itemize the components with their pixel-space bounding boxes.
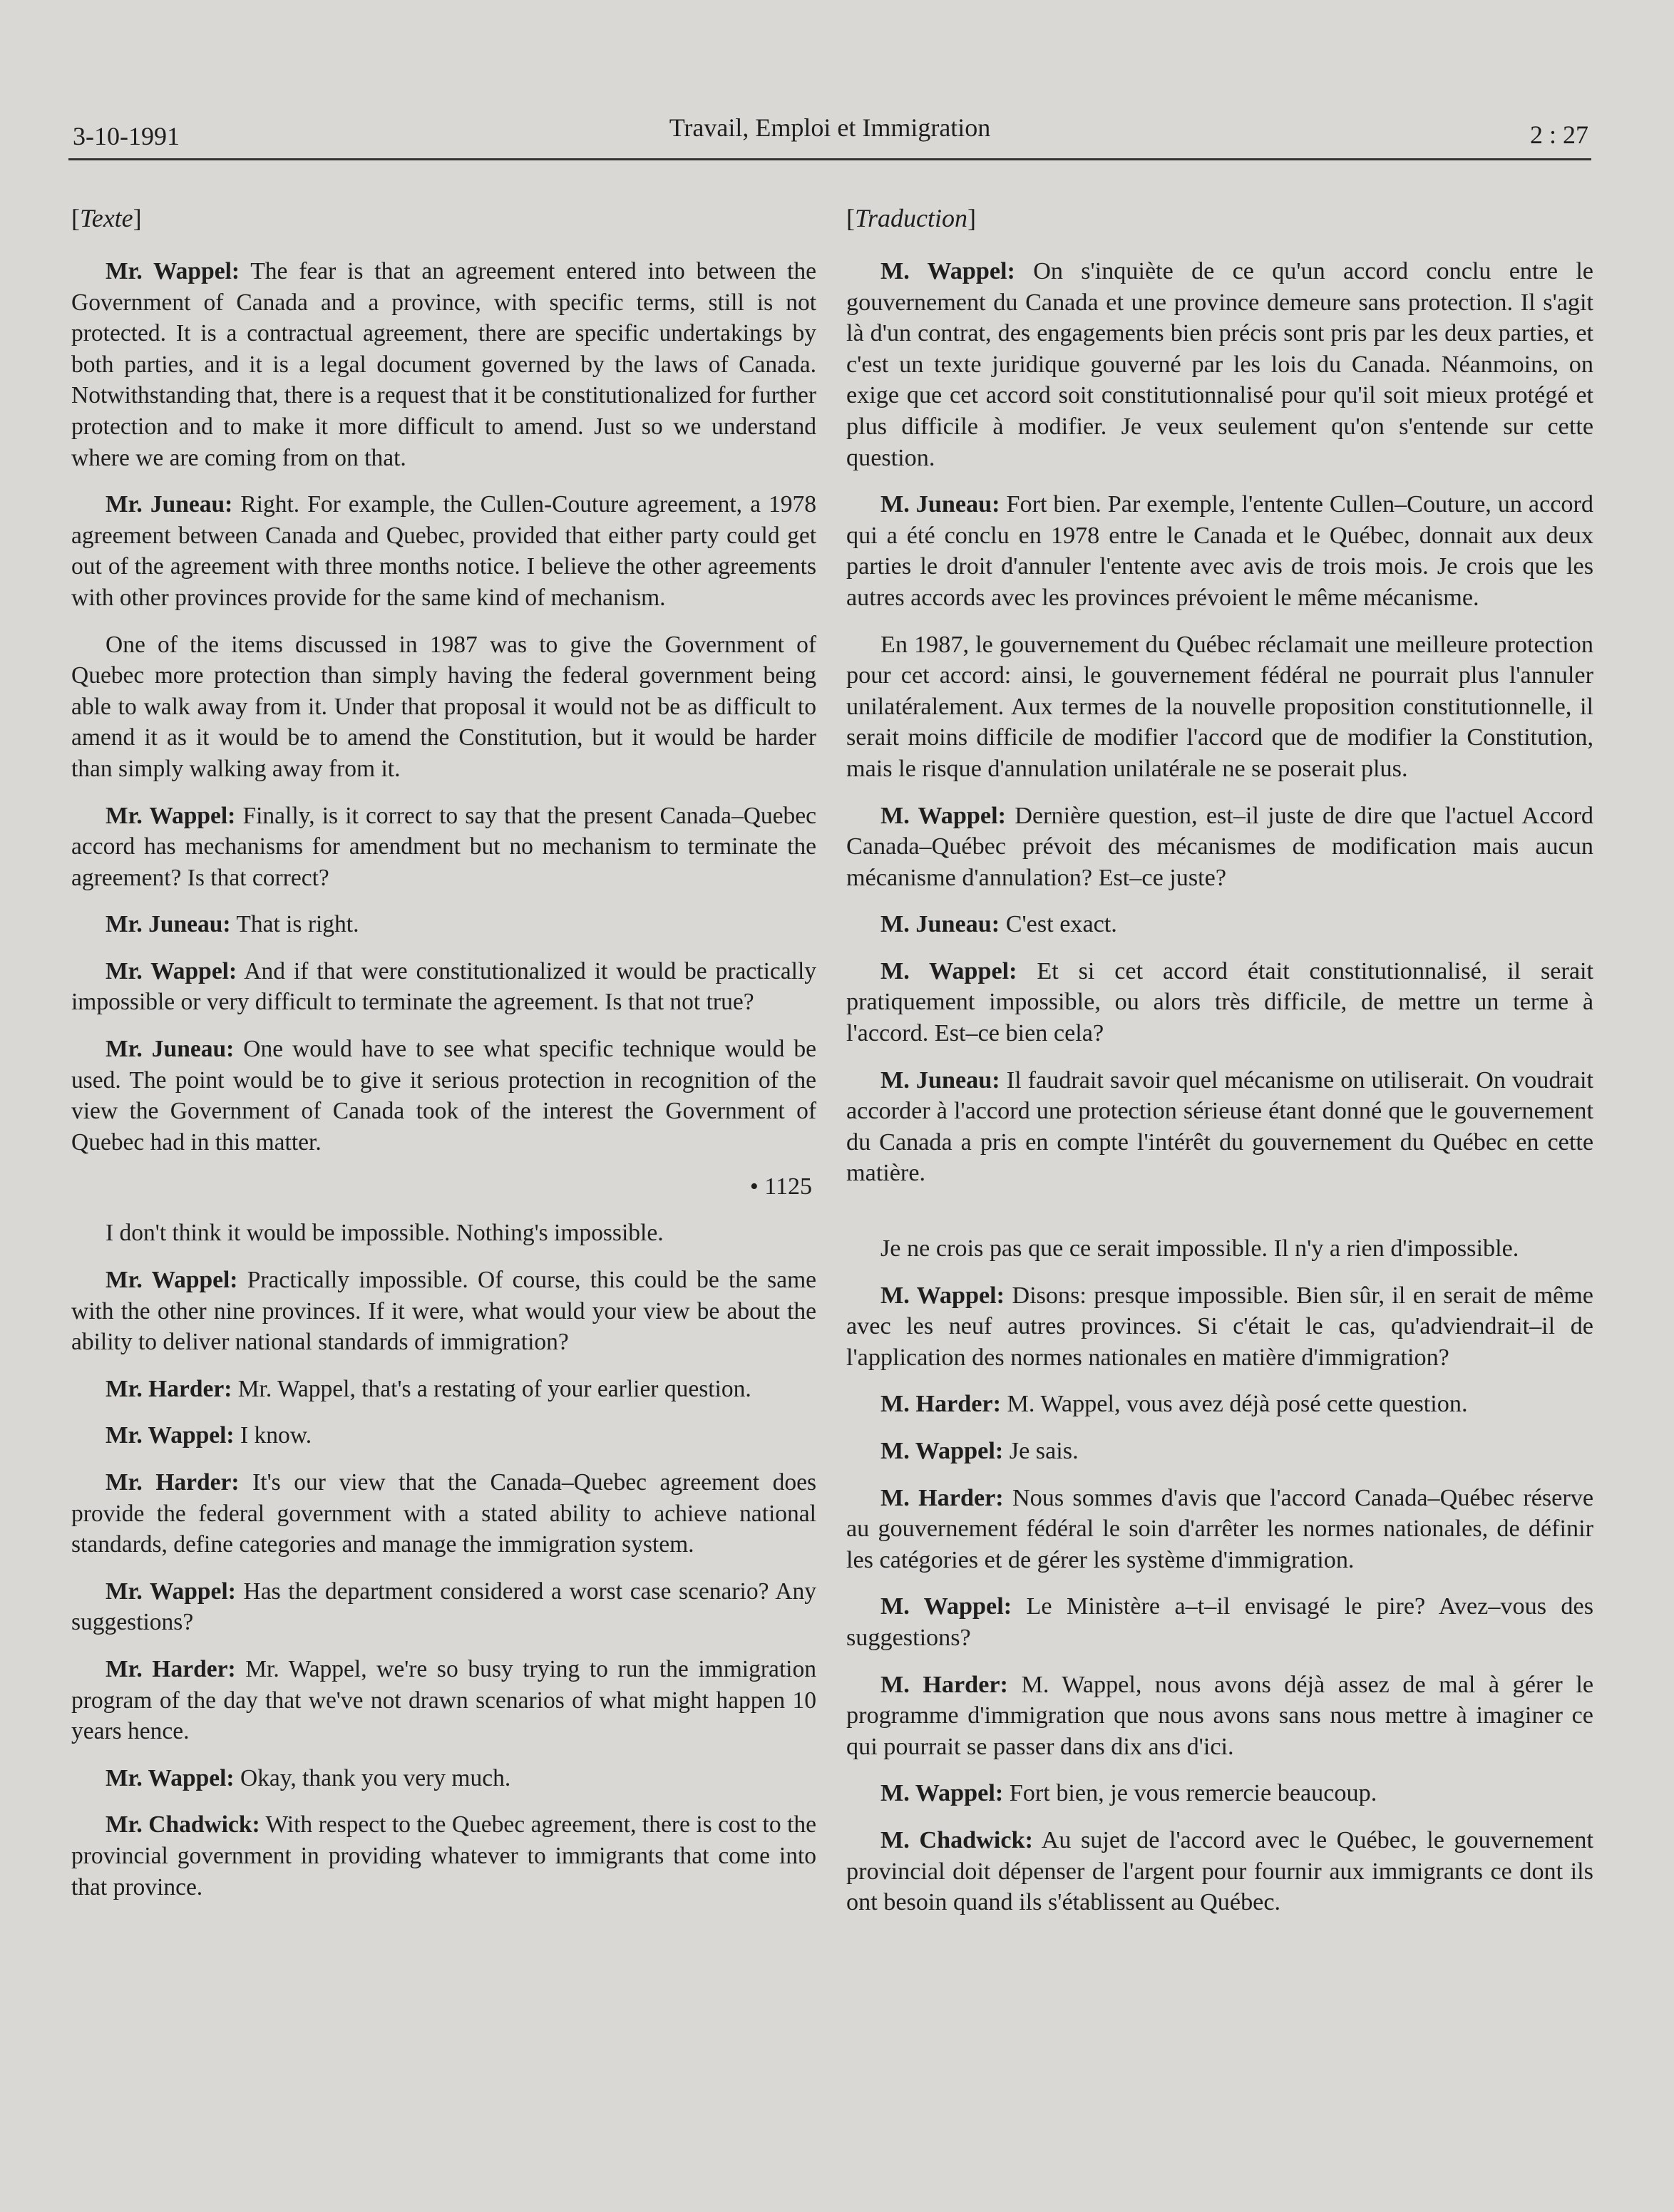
transcript-paragraph [71, 1420, 816, 1451]
transcript-paragraph [846, 256, 1593, 473]
transcript-paragraph [846, 1436, 1593, 1467]
paragraph-text: Mr. Wappel, we're so busy trying to run the immigration program of the day that we've not drawn scenarios of what might happen 10 years hence. [71, 1655, 816, 1745]
english-paragraphs [71, 256, 816, 1158]
transcript-paragraph [71, 1809, 816, 1903]
paragraph-text: Et si cet accord était constitutionnalisé, il serait pratiquement impossible, ou alors très difficile, de mettre un terme à l'accord. Est–ce bien cela? [846, 957, 1593, 1047]
paragraph-text: With respect to the Quebec agreement, there is cost to the provincial government in providing whatever to immigrants that come into that province. [71, 1811, 816, 1900]
english-column [71, 203, 816, 1918]
paragraph-text: Au sujet de l'accord avec le Québec, le gouvernement provincial doit dépenser de l'argent pour fournir aux immigrants ce dont ils ont besoin quand ils s'établissent au Québec. [846, 1826, 1593, 1916]
transcript-paragraph [71, 629, 816, 785]
transcript-paragraph [71, 1654, 816, 1747]
speaker-name: Mr. Juneau: [106, 1036, 235, 1063]
speaker-name: M. Wappel: [880, 258, 1015, 284]
transcript-paragraph [846, 1670, 1593, 1763]
paragraph-text: Fort bien. Par exemple, l'entente Cullen–Couture, un accord qui a été conclu en 1978 entre le Canada et le Québec, donnait aux deux parties le droit d'annuler l'entente avec avis de trois mois. Je crois que les autres accords avec les provinces prévoient le même mécanisme. [846, 491, 1593, 611]
english-label: [Texte] [71, 204, 142, 232]
speaker-name: M. Wappel: [880, 802, 1006, 829]
french-label: [Traduction] [846, 204, 977, 232]
speaker-name: M. Harder: [880, 1484, 1004, 1511]
transcript-paragraph [846, 1280, 1593, 1374]
transcript-paragraph [846, 629, 1593, 785]
speaker-name: Mr. Harder: [106, 1469, 240, 1496]
header-title: Travail, Emploi et Immigration [669, 113, 991, 142]
speaker-name: M. Juneau: [880, 491, 1000, 518]
french-column [846, 203, 1593, 1934]
transcript-paragraph [846, 1483, 1593, 1576]
paragraph-text: M. Wappel, nous avons déjà assez de mal à gérer le programme d'immigration que nous avons sans nous mettre à imaginer ce qui pourrait se passer dans dix ans d'ici. [846, 1671, 1593, 1760]
english-paragraphs-after [71, 1218, 816, 1903]
paragraph-text: Disons: presque impossible. Bien sûr, il en serait de même avec les neuf autres provinces. Si c'était le cas, qu'adviendrait–il de l'application des normes nationales en matière d'immigration? [846, 1282, 1593, 1371]
paragraph-text: Le Ministère a–t–il envisagé le pire? Avez–vous des suggestions? [846, 1593, 1593, 1651]
transcript-paragraph [71, 909, 816, 940]
speaker-name: Mr. Juneau: [106, 491, 233, 518]
paragraph-text: One of the items discussed in 1987 was to give the Government of Quebec more protection than simply having the federal government being able to walk away from it. Under that proposal it would not be as difficult to amend it as it would be to amend the Constitution, but it would be harder than simply walking away from it. [71, 631, 816, 782]
speaker-name: M. Harder: [880, 1671, 1008, 1698]
speaker-name: Mr. Harder: [106, 1375, 232, 1402]
running-header [68, 107, 1591, 160]
transcript-paragraph [846, 801, 1593, 894]
paragraph-text: Je sais. [1003, 1438, 1079, 1464]
speaker-name: M. Juneau: [880, 1066, 1000, 1094]
speaker-name: Mr. Wappel: [106, 1764, 235, 1791]
speaker-name: M. Wappel: [880, 1282, 1005, 1309]
header-page-number: 2 : 27 [1529, 120, 1588, 149]
speaker-name: Mr. Wappel: [106, 1578, 236, 1605]
transcript-paragraph [71, 489, 816, 613]
transcript-paragraph [71, 256, 816, 473]
paragraph-text: I know. [234, 1422, 312, 1449]
transcript-paragraph [846, 1389, 1593, 1420]
paragraph-text: Il faudrait savoir quel mécanisme on utiliserait. On voudrait accorder à l'accord une protection sérieuse étant donné que le gouvernement du Canada a pris en compte l'intérêt du gouvernement du Québec en cette matière. [846, 1066, 1593, 1187]
speaker-name: Mr. Harder: [106, 1655, 236, 1682]
speaker-name: M. Chadwick: [880, 1826, 1033, 1853]
paragraph-text: On s'inquiète de ce qu'un accord conclu entre le gouvernement du Canada et une province demeure sans protection. Il s'agit là d'un contrat, des engagements bien précis sont pris par les deux parties, et c'est un texte juridique gouverné par les lois du Canada. Néanmoins, on exige que cet accord soit constitutionnalisé pour qu'il soit mieux protégé et plus difficile à modifier. Je veux seulement qu'on s'entende sur cette question. [846, 258, 1593, 471]
paragraph-text: It's our view that the Canada–Quebec agreement does provide the federal government with a stated ability to achieve national standards, define categories and manage the immigration system. [71, 1469, 816, 1558]
speaker-name: M. Harder: [880, 1391, 1001, 1418]
paragraph-text: Okay, thank you very much. [234, 1764, 511, 1791]
column-gap [846, 1205, 1593, 1233]
paragraph-text: C'est exact. [1000, 911, 1117, 938]
paragraph-text: Je ne crois pas que ce serait impossible. Il n'y a rien d'impossible. [880, 1235, 1519, 1262]
speaker-name: Mr. Wappel: [106, 1267, 238, 1294]
speaker-name: M. Wappel: [880, 957, 1017, 984]
paragraph-text: En 1987, le gouvernement du Québec réclamait une meilleure protection pour cet accord: ainsi, le gouvernement fédéral ne pourrait plus l'annuler unilatéralement. Aux termes de la nouvelle proposition constitutionnelle, il serait moins difficile de modifier l'accord que de modifier la Constitution, mais le risque d'annulation unilatérale ne se poserait plus. [846, 631, 1593, 782]
paragraph-text: Practically impossible. Of course, this could be the same with the other nine provinces. If it were, what would your view be about the ability to deliver national standards of immigration? [71, 1267, 816, 1356]
paragraph-text: M. Wappel, vous avez déjà posé cette question. [1000, 1391, 1468, 1418]
transcript-paragraph [846, 1825, 1593, 1918]
transcript-paragraph [71, 1034, 816, 1158]
speaker-name: Mr. Wappel: [106, 957, 237, 984]
paragraph-text: One would have to see what specific technique would be used. The point would be to give it serious protection in recognition of the view the Government of Canada took of the interest the Government of Quebec had in this matter. [71, 1036, 816, 1156]
speaker-name: Mr. Wappel: [106, 802, 236, 829]
transcript-paragraph [846, 1233, 1593, 1265]
header-date: 3-10-1991 [73, 122, 180, 150]
paragraph-text: Fort bien, je vous remercie beaucoup. [1003, 1780, 1377, 1807]
speaker-name: M. Juneau: [880, 911, 1000, 938]
transcript-paragraph [846, 956, 1593, 1049]
transcript-paragraph [71, 1467, 816, 1560]
paragraph-text: Has the department considered a worst case scenario? Any suggestions? [71, 1578, 816, 1636]
paragraph-text: I don't think it would be impossible. Nothing's impossible. [106, 1220, 664, 1247]
transcript-paragraph [71, 1763, 816, 1794]
paragraph-text: And if that were constitutionalized it would be practically impossible or very difficult to terminate the agreement. Is that not true? [71, 957, 816, 1016]
transcript-paragraph [71, 1218, 816, 1249]
speaker-name: Mr. Wappel: [106, 258, 240, 284]
french-paragraphs-after [846, 1233, 1593, 1918]
speaker-name: Mr. Juneau: [106, 911, 231, 938]
transcript-paragraph [71, 956, 816, 1018]
transcript-paragraph [846, 1778, 1593, 1809]
paragraph-text: Nous sommes d'avis que l'accord Canada–Québec réserve au gouvernement fédéral le soin d'arrêter les normes nationales, de définir les catégories et de gérer les système d'immigration. [846, 1484, 1594, 1573]
transcript-paragraph [71, 1374, 816, 1405]
transcript-paragraph [846, 909, 1593, 940]
paragraph-text: Mr. Wappel, that's a restating of your earlier question. [232, 1375, 751, 1402]
speaker-name: M. Wappel: [880, 1780, 1004, 1807]
paragraph-text: That is right. [230, 911, 359, 938]
paragraph-text: Finally, is it correct to say that the present Canada–Quebec accord has mechanisms for amendment but no mechanism to terminate the agreement? Is that correct? [71, 802, 816, 891]
speaker-name: Mr. Wappel: [106, 1422, 235, 1449]
paragraph-text: The fear is that an agreement entered into between the Government of Canada and a province, with specific terms, still is not protected. It is a contractual agreement, there are specific undertakings by both parties, and it is a legal document governed by the laws of Canada. Notwithstanding that, there is a request that it be constitutionalized for further protection and to make it more difficult to amend. Just so we understand where we are coming from on that. [71, 258, 816, 471]
transcript-paragraph [71, 1576, 816, 1638]
paragraph-text: Dernière question, est–il juste de dire que l'actuel Accord Canada–Québec prévoit des mécanismes de modification mais aucun mécanisme d'annulation? Est–ce juste? [846, 802, 1593, 891]
transcript-paragraph [71, 1265, 816, 1358]
time-marker: • 1125 [749, 1173, 812, 1200]
speaker-name: M. Wappel: [880, 1593, 1012, 1620]
speaker-name: Mr. Chadwick: [106, 1811, 260, 1838]
french-paragraphs [846, 256, 1593, 1189]
transcript-paragraph [846, 1065, 1593, 1189]
transcript-paragraph [846, 1591, 1593, 1653]
speaker-name: M. Wappel: [880, 1438, 1004, 1464]
transcript-paragraph [71, 801, 816, 894]
paragraph-text: Right. For example, the Cullen-Couture agreement, a 1978 agreement between Canada and Quebec, provided that either party could get out of the agreement with three months notice. I believe the other agreements with other provinces provide for the same kind of mechanism. [71, 491, 816, 611]
transcript-paragraph [846, 489, 1593, 613]
